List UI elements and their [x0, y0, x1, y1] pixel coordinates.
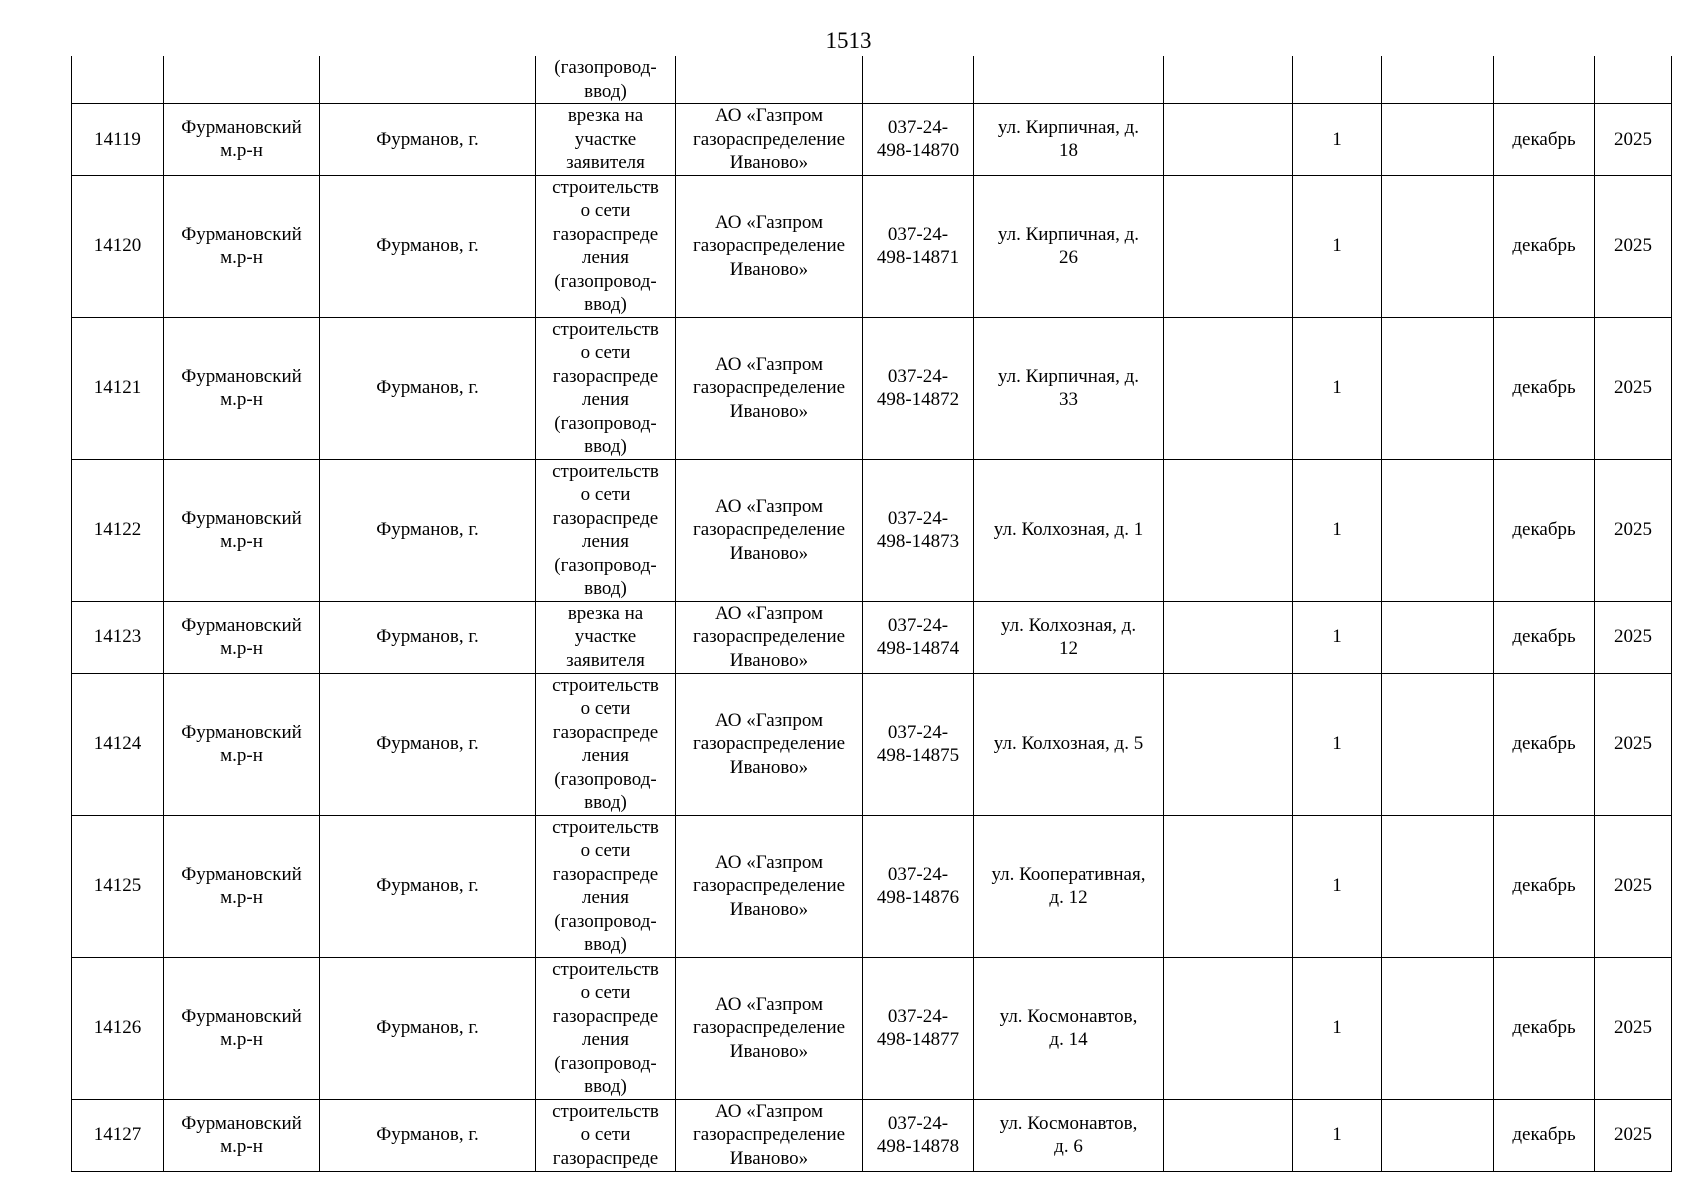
- work-type-cell: строительств о сети газораспреде ления (газопровод- ввод): [536, 175, 676, 317]
- empty-cell: [1164, 56, 1293, 104]
- work-type-cell: (газопровод- ввод): [536, 56, 676, 104]
- work-type-cell: строительств о сети газораспреде ления (газопровод- ввод): [536, 815, 676, 957]
- work-type-cell: строительств о сети газораспреде ления (газопровод- ввод): [536, 957, 676, 1099]
- count-cell: 1: [1293, 673, 1382, 815]
- organization-cell: АО «Газпром газораспределение Иваново»: [676, 104, 863, 176]
- district-cell: [164, 56, 320, 104]
- month-cell: [1494, 56, 1595, 104]
- row-number-cell: 14119: [72, 104, 164, 176]
- city-cell: Фурманов, г.: [320, 459, 536, 601]
- request-code-cell: 037-24- 498-14872: [863, 317, 974, 459]
- page-number: 1513: [825, 28, 872, 53]
- request-code-cell: [863, 56, 974, 104]
- row-number-cell: 14122: [72, 459, 164, 601]
- table-row: [72, 104, 1672, 176]
- count-cell: 1: [1293, 601, 1382, 673]
- address-cell: ул. Космонавтов, д. 6: [974, 1099, 1164, 1171]
- address-cell: ул. Колхозная, д. 5: [974, 673, 1164, 815]
- table-row: [72, 317, 1672, 459]
- district-cell: Фурмановский м.р-н: [164, 1099, 320, 1171]
- request-code-cell: 037-24- 498-14878: [863, 1099, 974, 1171]
- year-cell: 2025: [1595, 815, 1672, 957]
- city-cell: Фурманов, г.: [320, 601, 536, 673]
- work-type-cell: врезка на участке заявителя: [536, 104, 676, 176]
- count-cell: 1: [1293, 815, 1382, 957]
- year-cell: 2025: [1595, 175, 1672, 317]
- year-cell: 2025: [1595, 104, 1672, 176]
- empty-cell: [1382, 1099, 1494, 1171]
- organization-cell: АО «Газпром газораспределение Иваново»: [676, 317, 863, 459]
- empty-cell: [1382, 459, 1494, 601]
- work-type-cell: строительств о сети газораспреде: [536, 1099, 676, 1171]
- month-cell: декабрь: [1494, 815, 1595, 957]
- city-cell: Фурманов, г.: [320, 317, 536, 459]
- empty-cell: [1382, 601, 1494, 673]
- month-cell: декабрь: [1494, 317, 1595, 459]
- count-cell: [1293, 56, 1382, 104]
- work-type-cell: строительств о сети газораспреде ления (газопровод- ввод): [536, 459, 676, 601]
- request-code-cell: 037-24- 498-14875: [863, 673, 974, 815]
- work-type-cell: строительств о сети газораспреде ления (газопровод- ввод): [536, 317, 676, 459]
- address-cell: ул. Колхозная, д. 1: [974, 459, 1164, 601]
- request-code-cell: 037-24- 498-14870: [863, 104, 974, 176]
- organization-cell: [676, 56, 863, 104]
- work-type-cell: врезка на участке заявителя: [536, 601, 676, 673]
- month-cell: декабрь: [1494, 104, 1595, 176]
- city-cell: Фурманов, г.: [320, 175, 536, 317]
- count-cell: 1: [1293, 1099, 1382, 1171]
- empty-cell: [1164, 175, 1293, 317]
- city-cell: [320, 56, 536, 104]
- year-cell: 2025: [1595, 601, 1672, 673]
- city-cell: Фурманов, г.: [320, 104, 536, 176]
- district-cell: Фурмановский м.р-н: [164, 601, 320, 673]
- table-row: [72, 1099, 1672, 1171]
- organization-cell: АО «Газпром газораспределение Иваново»: [676, 957, 863, 1099]
- year-cell: 2025: [1595, 459, 1672, 601]
- empty-cell: [1382, 673, 1494, 815]
- table-row: [72, 175, 1672, 317]
- empty-cell: [1382, 175, 1494, 317]
- district-cell: Фурмановский м.р-н: [164, 459, 320, 601]
- district-cell: Фурмановский м.р-н: [164, 317, 320, 459]
- city-cell: Фурманов, г.: [320, 1099, 536, 1171]
- row-number-cell: 14124: [72, 673, 164, 815]
- empty-cell: [1164, 1099, 1293, 1171]
- row-number-cell: 14123: [72, 601, 164, 673]
- organization-cell: АО «Газпром газораспределение Иваново»: [676, 601, 863, 673]
- empty-cell: [1164, 317, 1293, 459]
- city-cell: Фурманов, г.: [320, 957, 536, 1099]
- empty-cell: [1382, 815, 1494, 957]
- table-row: [72, 601, 1672, 673]
- district-cell: Фурмановский м.р-н: [164, 673, 320, 815]
- empty-cell: [1164, 601, 1293, 673]
- district-cell: Фурмановский м.р-н: [164, 957, 320, 1099]
- empty-cell: [1164, 673, 1293, 815]
- year-cell: 2025: [1595, 957, 1672, 1099]
- organization-cell: АО «Газпром газораспределение Иваново»: [676, 815, 863, 957]
- year-cell: 2025: [1595, 1099, 1672, 1171]
- month-cell: декабрь: [1494, 601, 1595, 673]
- organization-cell: АО «Газпром газораспределение Иваново»: [676, 175, 863, 317]
- organization-cell: АО «Газпром газораспределение Иваново»: [676, 459, 863, 601]
- address-cell: ул. Кирпичная, д. 33: [974, 317, 1164, 459]
- row-number-cell: 14120: [72, 175, 164, 317]
- empty-cell: [1382, 104, 1494, 176]
- table-row: [72, 459, 1672, 601]
- address-cell: ул. Кооперативная, д. 12: [974, 815, 1164, 957]
- table-row: [72, 957, 1672, 1099]
- count-cell: 1: [1293, 957, 1382, 1099]
- request-code-cell: 037-24- 498-14871: [863, 175, 974, 317]
- city-cell: Фурманов, г.: [320, 815, 536, 957]
- address-cell: ул. Космонавтов, д. 14: [974, 957, 1164, 1099]
- row-number-cell: 14127: [72, 1099, 164, 1171]
- empty-cell: [1164, 104, 1293, 176]
- organization-cell: АО «Газпром газораспределение Иваново»: [676, 673, 863, 815]
- table-body: [72, 56, 1672, 1171]
- district-cell: Фурмановский м.р-н: [164, 104, 320, 176]
- address-cell: ул. Кирпичная, д. 18: [974, 104, 1164, 176]
- count-cell: 1: [1293, 459, 1382, 601]
- request-code-cell: 037-24- 498-14876: [863, 815, 974, 957]
- table-row: [72, 673, 1672, 815]
- district-cell: Фурмановский м.р-н: [164, 175, 320, 317]
- table-row: [72, 815, 1672, 957]
- request-code-cell: 037-24- 498-14873: [863, 459, 974, 601]
- count-cell: 1: [1293, 175, 1382, 317]
- empty-cell: [1382, 957, 1494, 1099]
- address-cell: ул. Кирпичная, д. 26: [974, 175, 1164, 317]
- address-cell: [974, 56, 1164, 104]
- year-cell: [1595, 56, 1672, 104]
- year-cell: 2025: [1595, 317, 1672, 459]
- work-type-cell: строительств о сети газораспреде ления (газопровод- ввод): [536, 673, 676, 815]
- empty-cell: [1382, 317, 1494, 459]
- count-cell: 1: [1293, 104, 1382, 176]
- address-cell: ул. Колхозная, д. 12: [974, 601, 1164, 673]
- empty-cell: [1382, 56, 1494, 104]
- month-cell: декабрь: [1494, 459, 1595, 601]
- organization-cell: АО «Газпром газораспределение Иваново»: [676, 1099, 863, 1171]
- year-cell: 2025: [1595, 673, 1672, 815]
- month-cell: декабрь: [1494, 957, 1595, 1099]
- table-row: [72, 56, 1672, 104]
- request-code-cell: 037-24- 498-14874: [863, 601, 974, 673]
- empty-cell: [1164, 459, 1293, 601]
- request-code-cell: 037-24- 498-14877: [863, 957, 974, 1099]
- count-cell: 1: [1293, 317, 1382, 459]
- gas-connection-table: [71, 56, 1672, 1172]
- month-cell: декабрь: [1494, 673, 1595, 815]
- row-number-cell: [72, 56, 164, 104]
- row-number-cell: 14121: [72, 317, 164, 459]
- month-cell: декабрь: [1494, 1099, 1595, 1171]
- empty-cell: [1164, 815, 1293, 957]
- district-cell: Фурмановский м.р-н: [164, 815, 320, 957]
- month-cell: декабрь: [1494, 175, 1595, 317]
- empty-cell: [1164, 957, 1293, 1099]
- city-cell: Фурманов, г.: [320, 673, 536, 815]
- row-number-cell: 14126: [72, 957, 164, 1099]
- row-number-cell: 14125: [72, 815, 164, 957]
